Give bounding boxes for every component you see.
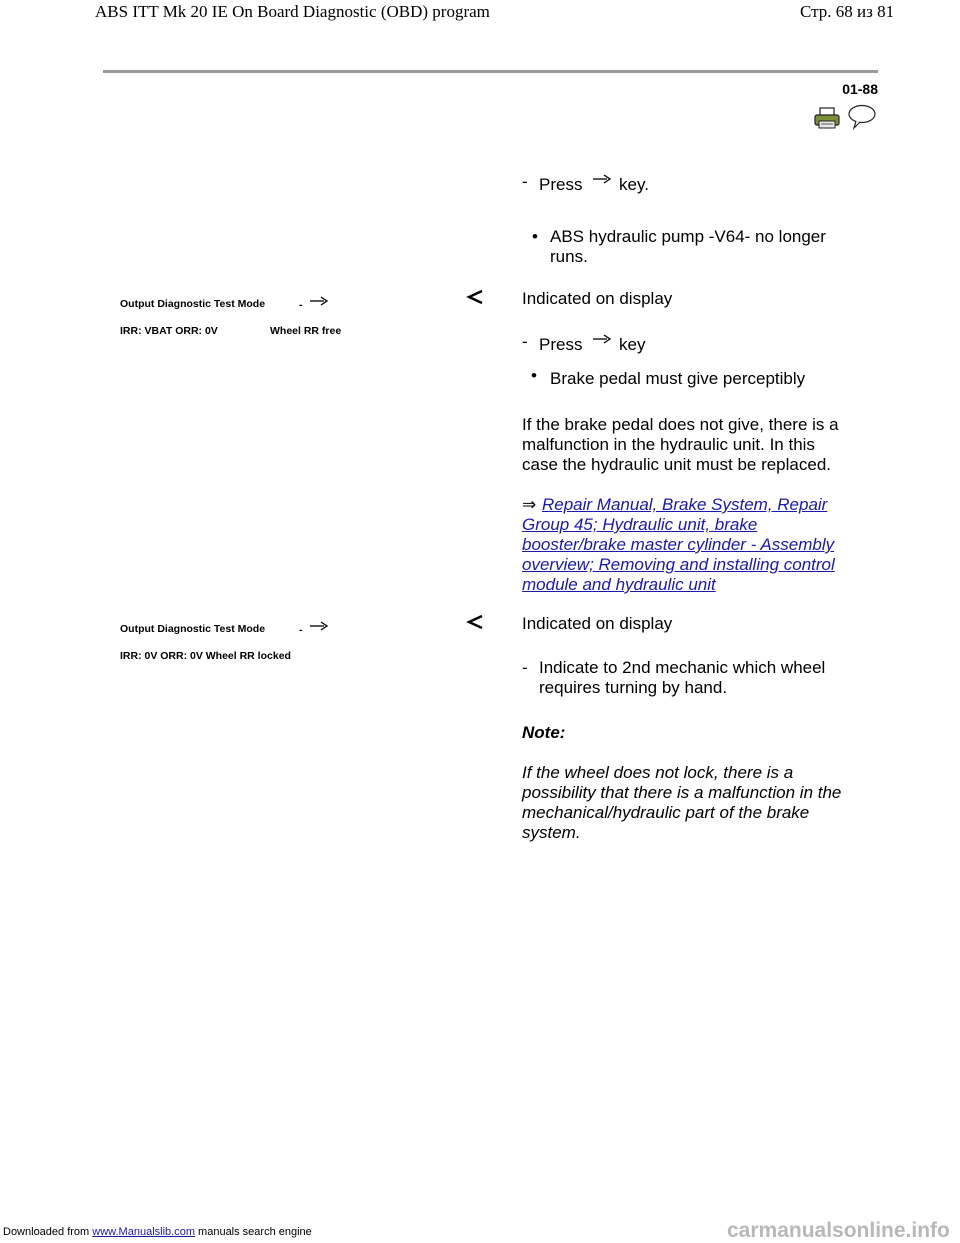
arrow-right-icon xyxy=(309,619,329,637)
note-line: mechanical/hydraulic part of the brake xyxy=(522,803,810,822)
reference-arrow-icon: ⇒ xyxy=(522,495,537,514)
indicated-text: Indicated on display xyxy=(522,614,673,633)
note-line: possibility that there is a malfunction in the xyxy=(522,783,842,802)
footer-prefix: Downloaded from xyxy=(3,1226,90,1238)
repair-manual-link[interactable]: Group 45; Hydraulic unit, brake xyxy=(522,515,758,534)
pointer-left-icon xyxy=(466,289,484,310)
bullet-text: runs. xyxy=(550,247,588,266)
step-key-text: key. xyxy=(619,175,649,194)
arrow-right-icon xyxy=(592,332,612,350)
repair-manual-link[interactable]: module and hydraulic unit xyxy=(522,575,716,594)
note-line: If the wheel does not lock, there is a xyxy=(522,763,794,782)
page-counter: Стр. 68 из 81 xyxy=(800,2,895,21)
display-line: Output Diagnostic Test Mode xyxy=(120,623,266,635)
note-line: system. xyxy=(522,823,581,842)
repair-manual-link[interactable]: booster/brake master cylinder - Assembly xyxy=(522,535,835,554)
printer-icon[interactable] xyxy=(814,107,840,129)
arrow-right-icon xyxy=(309,294,329,312)
step-dash: - xyxy=(522,172,528,191)
indicated-text: Indicated on display xyxy=(522,289,673,308)
display-line: IRR: 0V ORR: 0V Wheel RR locked xyxy=(120,650,291,662)
paragraph-line: malfunction in the hydraulic unit. In this xyxy=(522,435,815,454)
bullet: • xyxy=(531,366,537,385)
pointer-left-icon xyxy=(466,614,484,635)
document-title: ABS ITT Mk 20 IE On Board Diagnostic (OBD) program xyxy=(95,2,490,21)
repair-manual-link[interactable]: Repair Manual, Brake System, Repair xyxy=(542,495,828,514)
bullet-text: ABS hydraulic pump -V64- no longer xyxy=(550,227,826,246)
note-label: Note: xyxy=(522,723,566,742)
paragraph-line: If the brake pedal does not give, there is a xyxy=(522,415,839,434)
step-press-text: Press xyxy=(539,175,583,194)
arrow-right-icon xyxy=(592,172,612,190)
display-dash: - xyxy=(299,299,303,311)
paragraph-line: case the hydraulic unit must be replaced. xyxy=(522,455,832,474)
header-divider xyxy=(103,70,878,73)
step-dash: - xyxy=(522,332,528,351)
footer-suffix: manuals search engine xyxy=(198,1226,312,1238)
display-line: Output Diagnostic Test Mode xyxy=(120,298,266,310)
bullet: • xyxy=(532,227,538,246)
manualslib-link[interactable]: www.Manualslib.com xyxy=(92,1226,195,1238)
step-text: Indicate to 2nd mechanic which wheel xyxy=(539,658,826,677)
display-line: Wheel RR free xyxy=(270,325,342,337)
footer-source xyxy=(3,1226,312,1238)
step-text: requires turning by hand. xyxy=(539,678,728,697)
comment-bubble-icon[interactable] xyxy=(846,104,878,130)
watermark: carmanualsonline.info xyxy=(727,1219,950,1242)
step-key-text: key xyxy=(619,335,646,354)
step-dash: - xyxy=(522,658,528,677)
display-dash: - xyxy=(299,624,303,636)
repair-manual-link[interactable]: overview; Removing and installing control xyxy=(522,555,835,574)
page-number: 01-88 xyxy=(842,81,878,97)
bullet-text: Brake pedal must give perceptibly xyxy=(550,369,806,388)
display-line: IRR: VBAT ORR: 0V xyxy=(120,325,218,337)
step-press-text: Press xyxy=(539,335,583,354)
